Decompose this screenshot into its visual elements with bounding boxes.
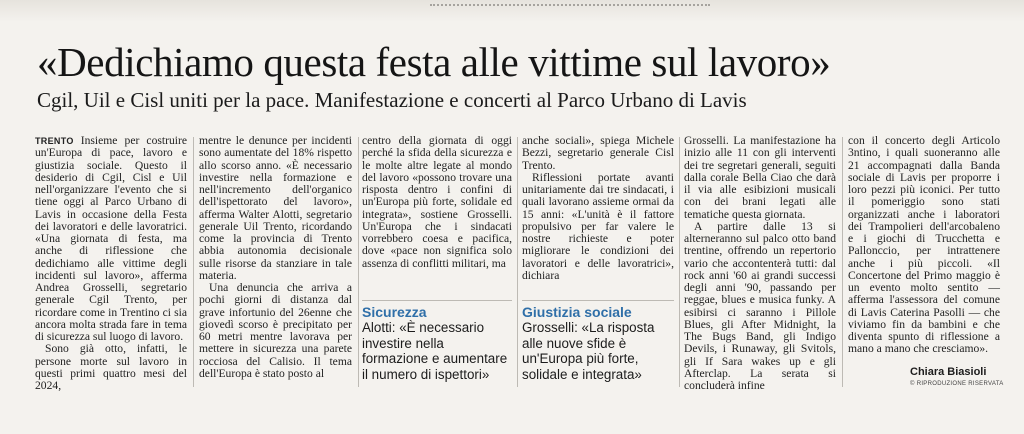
article-subheadline: Cgil, Uil e Cisl uniti per la pace. Manifestazione e concerti al Parco Urbano di Lavis <box>37 88 747 112</box>
column-divider <box>517 137 518 387</box>
column-divider <box>358 137 359 387</box>
article-paragraph: mentre le denunce per incidenti sono aumentate del 18% rispetto allo scorso anno. «È necessario investire nella formazione e nell'incremento dell'organico dell'ispettorato del lavoro», afferma Walter Alotti, segretario generale Uil Trento, ricordando come la provincia di Trento abbia autonomia decisionale sulle risorse da stanziare in tale materia. <box>199 134 352 282</box>
article-paragraph: con il concerto degli Articolo 3ntino, i quali suoneranno alle 21 accompagnati dalla Banda sociale di Lavis per proporre i loro pezzi più iconici. Per tutto il pomeriggio sono stati organizzati anche i laboratori dei Trampolieri dell'arcobaleno e i giochi di Trucchetta e Pallonccio, per intrattenere anche i più piccoli. «Il Concertone del Primo maggio è un evento molto sentito — afferma l'assessora del comune di Lavis Caterina Pasolli — che viviamo fin da bambini e che diventa spunto di riflessione a mano a mano che cresciamo». <box>848 134 1000 356</box>
article-paragraph: anche sociali», spiega Michele Bezzi, segretario generale Cisl Trento. <box>522 134 674 172</box>
article-paragraph: TRENTO Insieme per costruire un'Europa di pace, lavoro e giustizia sociale. Questo il desiderio di Cgil, Cisl e Uil nell'organizzare l'evento che si tiene oggi al Parco Urbano di Lavis in occasione della Festa dei lavoratori e delle lavoratrici. «Una giornata di festa, ma anche di riflessione che dedichiamo alle vittime degli incidenti sul lavoro», afferma Andrea Grosselli, segretario generale Cgil Trento, per ricordare come in Trentino ci sia ancora molta strada fare in tema di sicurezza sul luogo di lavoro. <box>35 134 187 343</box>
dateline: TRENTO <box>35 136 74 146</box>
cropped-header-remnant <box>430 4 710 14</box>
article-paragraph: Sono già otto, infatti, le persone morte sul lavoro in questi primi quattro mesi del 2024, <box>35 342 187 392</box>
article-column-5 <box>684 135 836 392</box>
column-divider <box>842 137 843 387</box>
article-column-3 <box>362 135 512 270</box>
article-column-1 <box>35 135 187 392</box>
article-column-4 <box>522 135 674 282</box>
column-divider <box>679 137 680 387</box>
page-top-strip <box>0 0 1024 22</box>
article-paragraph: centro della giornata di oggi perché la sfida della sicurezza e le molte altre legate al mondo del lavoro «possono trovare una risposta dentro i confini di un'Europa più forte, solidale ed integrata», sostiene Grosselli. Un'Europa che i sindacati vorrebbero coesa e pacifica, dove «pace non significa solo assenza di conflitti militari, ma <box>362 134 512 270</box>
article-paragraph: Grosselli. La manifestazione ha inizio alle 11 con gli interventi dei tre segretari generali, seguiti dalla corale Bella Ciao che darà il via alle esibizioni musicali con dei brani legati alle tematiche questa giornata. <box>684 134 836 221</box>
byline: Chiara Biasioli <box>910 366 987 378</box>
article-column-6 <box>848 135 1000 356</box>
article-headline: «Dedichiamo questa festa alle vittime sul lavoro» <box>37 39 831 85</box>
pull-quote-head: Sicurezza <box>362 300 512 320</box>
pull-quote-giustizia-sociale <box>522 300 674 382</box>
article-column-2 <box>199 135 352 380</box>
pull-quote-text: Alotti: «È necessario investire nella formazione e aumentare il numero di ispettori» <box>362 320 508 382</box>
column-divider <box>193 137 194 387</box>
article-paragraph: A partire dalle 13 si alterneranno sul palco otto band trentine, offrendo un repertorio vario che accontenterà tutti: dal rock anni '60 ai grandi successi degli anni '90, passando per reggae, blues e musica funky. A esibirsi ci saranno i Pillole Blues, gli After Midnight, la The Bugs Band, gli Indigo Devils, i Runaway, gli Svitols, gli If Sara wakes up e gli Afterclap. La serata si concluderà infine <box>684 219 836 392</box>
pull-quote-text: Grosselli: «La risposta alle nuove sfide è un'Europa più forte, solidale e integrata» <box>522 320 655 382</box>
copyright-notice: © RIPRODUZIONE RISERVATA <box>910 381 1004 387</box>
article-paragraph: Una denuncia che arriva a pochi giorni di distanza dal grave infortunio del 26enne che giovedì scorso è precipitato per 60 metri mentre lavorava per mettere in sicurezza una parete rocciosa del Calisio. Il tema dell'Europa è stato posto al <box>199 281 352 380</box>
pull-quote-sicurezza <box>362 300 512 382</box>
pull-quote-head: Giustizia sociale <box>522 300 674 320</box>
article-paragraph: Riflessioni portate avanti unitariamente dai tre sindacati, i quali lavorano assieme ormai da 15 anni: «L'unità è il fattore propulsivo per far valere le nostre richieste e poter migliorare le condizioni dei lavoratori e delle lavoratrici», dichiara <box>522 170 674 282</box>
